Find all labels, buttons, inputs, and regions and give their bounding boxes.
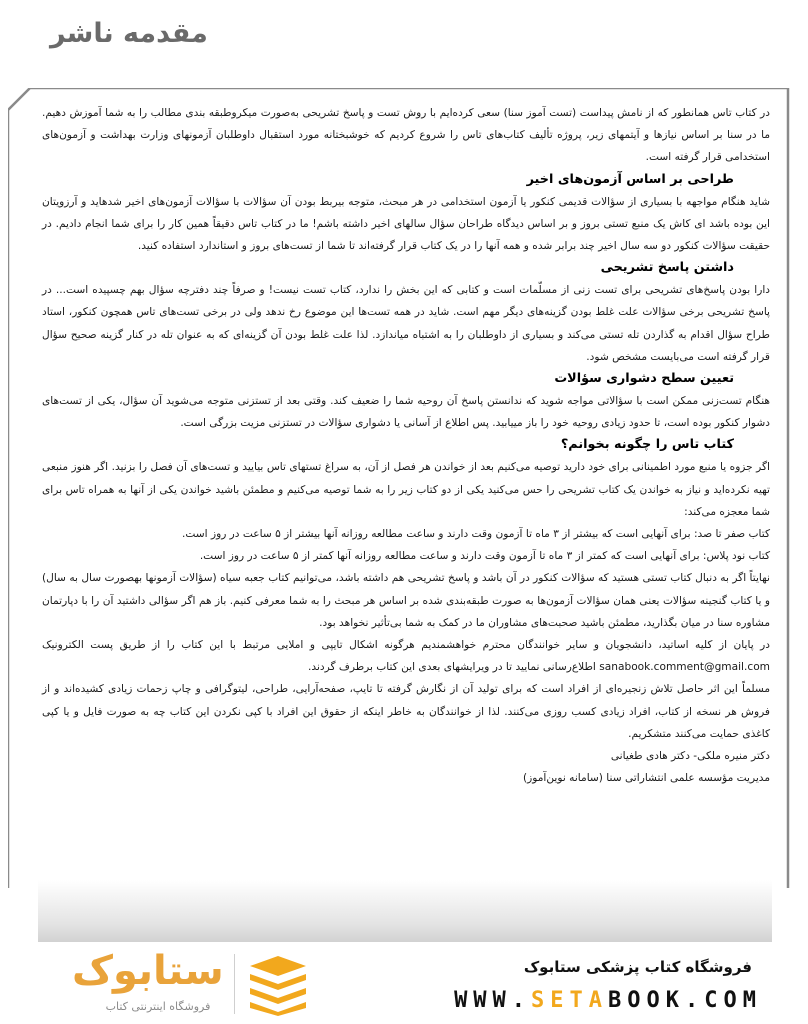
footer-shadow: [38, 880, 772, 942]
after-books-paragraph: نهایتاً اگر به دنبال کتاب تستی هستید که سؤالات کنکور در آن باشد و پاسخ تشریحی هم داشته باشد، می‌توانیم کتاب جعبه سیاه (سؤالات آزمونها بهصورت سال به سال) و یا کتاب گنجینه سؤالات یعنی همان سؤالات آزمون‌ها به صورت طبقه‌بندی شده بر اساس هر مبحث را به شما معرفی کنیم. باز هم اگر سؤالی داشتید آن را با دپارتمان مشاوره سنا در میان بگذارید، مطمئن باشید صحبت‌های مشاوران ما در کمک به شما بی‌تأثیر نخواهد بود.: [42, 572, 770, 629]
intro-paragraph: در کتاب تاس همانطور که از نامش پیداست (تست آموز سنا) سعی کرده‌ایم با روش تست و پاسخ تشریحی به‌صورت میکروطبقه بندی مطالب را به شما آموزش دهیم. ما در سنا بر اساس نیازها و آیتمهای زیر، پروژه تألیف کتاب‌های تاس را شروع کردیم که خوشبختانه مورد استقبال داوطلبان آزمونهای وزارت بهداشت و آزمون‌های استخدامی قرار گرفته است.: [42, 107, 770, 164]
section-body: اگر جزوه یا منبع مورد اطمینانی برای خود دارید توصیه می‌کنیم بعد از خواندن هر فصل از آن، به سراغ تستهای تاس بیایید و تست‌های آن فصل را بزنید. اگر هنوز منبعی تهیه نکرده‌اید و نیاز به خواندن یک کتاب تشریحی را حس می‌کنید یکی از دو کتاب زیر را به شما توصیه می‌کنیم و مطمئن باشید خواندن یکی از آنها به همراه تاس برای شما معجزه می‌کند:: [42, 461, 770, 518]
preface-content: [42, 102, 770, 789]
signature-names: دکتر منیره ملکی- دکتر هادی طغیانی: [610, 750, 770, 763]
closing-paragraph: در پایان از کلیه اساتید، دانشجویان و سایر خوانندگان محترم خواهشمندیم هرگونه اشکال تایپی و املایی مرتبط با این کتاب را از طریق پست الکترونیک sanabook.comment@gmail.com اطلاع‌رسانی نمایید تا در ویرایشهای بعدی این کتاب برطرف گردند.: [42, 639, 770, 674]
store-url-link[interactable]: [454, 988, 762, 1013]
section-heading: تعیین سطح دشواری سؤالات: [554, 371, 734, 387]
store-logo-wordmark[interactable]: [72, 948, 232, 994]
url-part-highlight: SETA: [531, 988, 609, 1013]
url-part: WWW.: [454, 988, 532, 1013]
logo-divider: [234, 954, 235, 1014]
section-heading: داشتن پاسخ تشریحی: [600, 260, 734, 276]
book-recommendation: کتاب نود پلاس: برای آنهایی است که کمتر از ۳ ماه تا آزمون وقت دارند و ساعت مطالعه روزانه آنها کمتر از ۵ ساعت در روز است.: [199, 550, 770, 563]
signature-role: مدیریت مؤسسه علمی انتشاراتی سنا (سامانه نوین‌آموز): [523, 772, 770, 785]
url-part: BOOK.COM: [608, 988, 762, 1013]
closing-paragraph: مسلماً این اثر حاصل تلاش زنجیره‌ای از افراد است که برای تولید آن از نگارش گرفته تا تایپ، صفحه‌آرایی، طراحی، لیتوگرافی و چاپ زحمات زیادی کشیده‌اند و از فروش هر نسخه از کتاب، افراد زیادی کسب روزی می‌کنند. لذا از خوانندگان به خاطر اینکه از حقوق این افراد با کپی نکردن این کتاب چه به صورت فایل و یا کپی کاغذی حمایت می‌کنند متشکریم.: [42, 683, 770, 740]
section-body: دارا بودن پاسخ‌های تشریحی برای تست زنی از مسلّمات است و کتابی که این بخش را ندارد، کتاب تست نیست! و صرفاً چند دفترچه سؤال بهم چسپیده است... در پاسخ تشریحی برخی سؤالات علت غلط بودن گزینه‌های دیگر مهم است. شاید در همه تست‌ها این موضوع رخ ندهد ولی در برخی تست‌های تاس همچون کنکور، استاد طراح سؤال اقدام به گذاردن تله تستی می‌کند و بسیاری از داوطلبان را به اشتباه میاندازد. لذا علت غلط بودن آن گزینه‌ای که به عنوان تله در کنار گزینه صحیح سؤال قرار گرفته است می‌بایست مشخص شود.: [42, 284, 770, 363]
section-body: هنگام تست‌زنی ممکن است با سؤالاتی مواجه شوید که ندانستن پاسخ آن روحیه شما را ضعیف کند. وقتی بعد از تستزنی متوجه می‌شوید آن سؤال، یکی از تست‌های دشوار کنکور بوده است، تا حدود زیادی روحیه خود را باز مییابید. پس اطلاع از آسانی یا دشواری سؤالات در تستزنی مزیت بزرگی است.: [42, 395, 770, 430]
book-stack-icon: [248, 954, 308, 1016]
section-heading: طراحی بر اساس آزمون‌های اخیر: [526, 171, 734, 187]
section-body: شاید هنگام مواجهه با بسیاری از سؤالات قدیمی کنکور یا آزمون استخدامی در هر مبحث، متوجه بیربط بودن آن سؤالات با سؤالات آزمون‌های اخیر شدهاید و آرزویتان این بوده باشد ای کاش یک منبع تستی بروز و بر اساس دیدگاه طراحان سؤال سالهای اخیر داشته باشم! ما در کتاب تاس دقیقاً همین کار را برای شما انجام دادیم. در حقیقت سؤالات کنکور دو سه سال اخیر چند برابر شده و همه آنها را در یک کتاب قرار گرفته‌اند تا شما از تست‌های بروز و استاندارد استفاده کنید.: [42, 195, 770, 253]
page-title: مقدمه ناشر: [50, 18, 208, 49]
section-heading: کتاب تاس را چگونه بخوانم؟: [560, 437, 734, 453]
logo-text: ستابوک: [72, 948, 224, 994]
preface-box: [8, 88, 806, 1018]
book-recommendation: کتاب صفر تا صد: برای آنهایی است که بیشتر از ۳ ماه تا آزمون وقت دارند و ساعت مطالعه روزانه آنها بیشتر از ۵ ساعت در روز است.: [182, 528, 770, 541]
store-name: فروشگاه کتاب پزشکی ستابوک: [523, 958, 752, 976]
store-logo-subtitle: فروشگاه اینترنتی کتاب: [105, 1000, 211, 1013]
store-footer: [38, 942, 772, 1024]
